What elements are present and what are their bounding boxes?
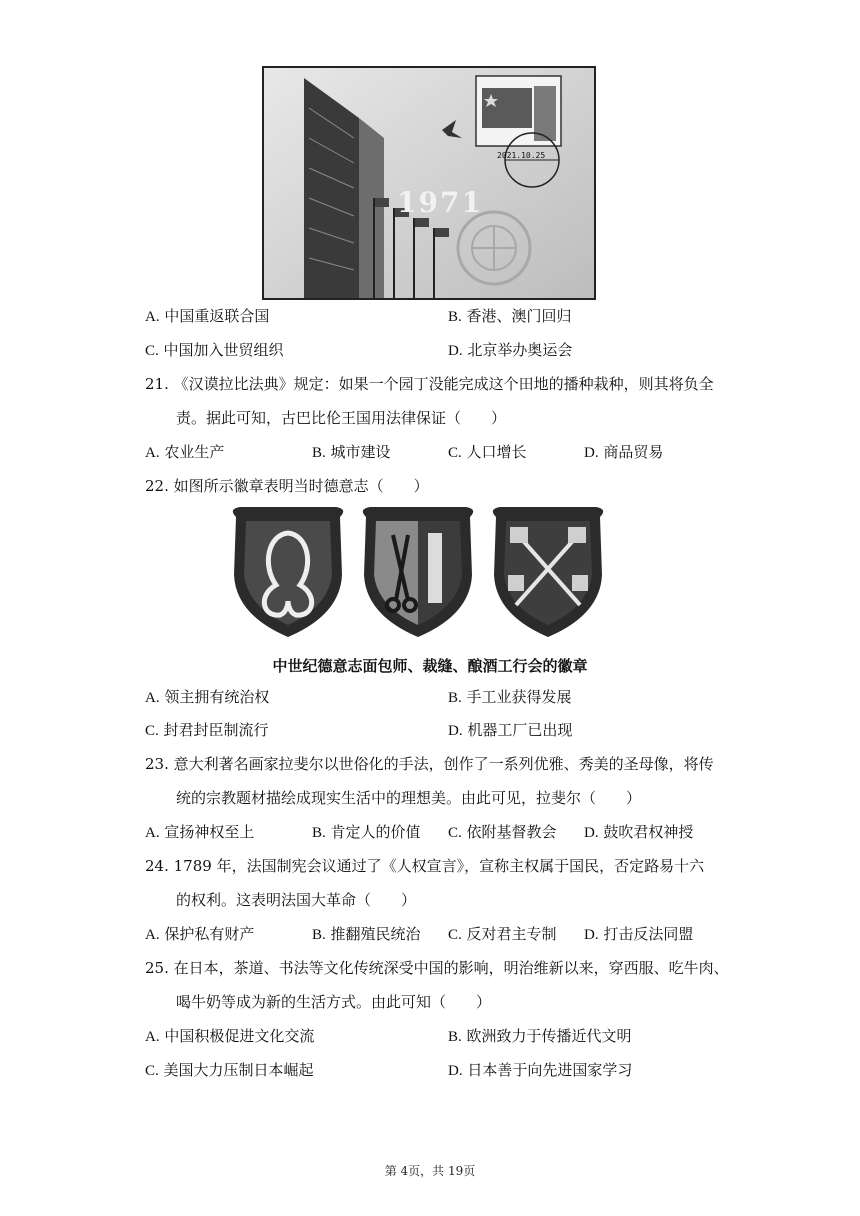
- q23-stem-line2: 统的宗教题材描绘成现实生活中的理想美。由此可见，拉斐尔（ ）: [176, 789, 642, 807]
- option-text: 美国大力压制日本崛起: [163, 1061, 314, 1079]
- option-text: 肯定人的价值: [330, 823, 421, 841]
- q25-option-c[interactable]: [145, 1060, 314, 1081]
- q25-option-d[interactable]: [448, 1060, 632, 1081]
- option-text: 封君封臣制流行: [163, 721, 269, 739]
- q23-option-a[interactable]: [145, 822, 254, 843]
- option-letter: D.: [448, 1063, 463, 1079]
- question-text: 意大利著名画家拉斐尔以世俗化的手法，创作了一系列优雅、秀美的圣母像，将传: [173, 755, 714, 773]
- question-text: 《汉谟拉比法典》规定：如果一个园丁没能完成这个田地的播种栽种，则其将负全: [173, 375, 714, 393]
- q24-option-b[interactable]: [312, 924, 421, 945]
- option-text: 北京举办奥运会: [467, 341, 573, 359]
- q24-option-a[interactable]: [145, 924, 254, 945]
- q20-option-c[interactable]: [145, 340, 284, 361]
- q23-option-c[interactable]: [448, 822, 557, 843]
- q25-option-a[interactable]: [145, 1026, 314, 1047]
- q20-option-a[interactable]: [145, 306, 269, 327]
- question-number: 23.: [145, 755, 169, 773]
- option-text: 欧洲致力于传播近代文明: [466, 1027, 632, 1045]
- page-footer: 第 4页，共 19页: [384, 1164, 476, 1178]
- q25-stem-line1: [145, 958, 729, 978]
- option-text: 商品贸易: [603, 443, 664, 461]
- q22-option-c[interactable]: [145, 720, 269, 741]
- option-text: 香港、澳门回归: [466, 307, 572, 325]
- option-letter: A.: [145, 927, 160, 943]
- option-letter: C.: [448, 825, 462, 841]
- option-text: 领主拥有统治权: [164, 688, 270, 706]
- q21-option-b[interactable]: [312, 442, 391, 463]
- q22-option-d[interactable]: [448, 720, 572, 741]
- option-text: 机器工厂已出现: [467, 721, 573, 739]
- question-number: 21.: [145, 375, 169, 393]
- q21-stem-line1: [145, 374, 714, 394]
- option-letter: D.: [584, 825, 599, 841]
- option-letter: D.: [584, 445, 599, 461]
- option-letter: A.: [145, 1029, 160, 1045]
- question-text: 1789 年，法国制宪会议通过了《人权宣言》，宣称主权属于国民，否定路易十六: [173, 857, 705, 875]
- brewer-guild-badge: [493, 507, 603, 637]
- option-letter: C.: [145, 343, 159, 359]
- option-letter: B.: [448, 690, 462, 706]
- q21-stem-line2: 责。据此可知，古巴比伦王国用法律保证（ ）: [176, 409, 507, 427]
- q23-stem-line1: [145, 754, 714, 774]
- figure-caption: 中世纪德意志面包师、裁缝、酿酒工行会的徽章: [272, 657, 588, 675]
- option-letter: A.: [145, 445, 160, 461]
- q20-option-d[interactable]: [448, 340, 572, 361]
- q24-option-d[interactable]: [584, 924, 693, 945]
- q24-stem-line1: [145, 856, 704, 876]
- option-letter: D.: [448, 723, 463, 739]
- option-letter: A.: [145, 825, 160, 841]
- option-text: 保护私有财产: [164, 925, 255, 943]
- option-letter: A.: [145, 309, 160, 325]
- option-text: 人口增长: [466, 443, 527, 461]
- option-text: 打击反法同盟: [603, 925, 694, 943]
- option-text: 反对君主专制: [466, 925, 557, 943]
- q23-option-b[interactable]: [312, 822, 421, 843]
- flag: [482, 88, 532, 128]
- option-text: 农业生产: [164, 443, 225, 461]
- option-letter: D.: [584, 927, 599, 943]
- q22-stem-line1: [145, 476, 429, 496]
- option-letter: B.: [312, 825, 326, 841]
- option-letter: C.: [448, 445, 462, 461]
- option-letter: D.: [448, 343, 463, 359]
- question-text: 在日本，茶道、书法等文化传统深受中国的影响，明治维新以来，穿西服、吃牛肉、: [173, 959, 729, 977]
- option-letter: B.: [448, 1029, 462, 1045]
- option-text: 宣扬神权至上: [164, 823, 255, 841]
- cloth-icon: [428, 533, 442, 603]
- q24-stem-line2: 的权利。这表明法国大革命（ ）: [176, 891, 417, 909]
- option-text: 城市建设: [330, 443, 391, 461]
- question-number: 25.: [145, 959, 169, 977]
- option-text: 依附基督教会: [466, 823, 557, 841]
- q25-stem-line2: 喝牛奶等成为新的生活方式。由此可知（ ）: [176, 993, 492, 1011]
- option-text: 推翻殖民统治: [330, 925, 421, 943]
- tailor-guild-badge: [363, 507, 473, 637]
- q25-option-b[interactable]: [448, 1026, 632, 1047]
- option-letter: C.: [145, 723, 159, 739]
- q20-option-b[interactable]: [448, 306, 572, 327]
- question-number: 22.: [145, 477, 169, 495]
- option-text: 手工业获得发展: [466, 688, 572, 706]
- q24-option-c[interactable]: [448, 924, 557, 945]
- q22-option-b[interactable]: [448, 687, 572, 708]
- q21-option-a[interactable]: [145, 442, 224, 463]
- postmark-date: 2021.10.25: [497, 151, 546, 160]
- option-letter: B.: [312, 927, 326, 943]
- q22-option-a[interactable]: [145, 687, 269, 708]
- baker-guild-badge: [233, 507, 343, 637]
- option-text: 中国积极促进文化交流: [164, 1027, 315, 1045]
- option-letter: C.: [145, 1063, 159, 1079]
- option-letter: B.: [312, 445, 326, 461]
- un-commemorative-cover-image: [262, 66, 596, 300]
- option-letter: C.: [448, 927, 462, 943]
- question-text: 如图所示徽章表明当时德意志（ ）: [173, 477, 429, 495]
- option-letter: A.: [145, 690, 160, 706]
- option-text: 中国加入世贸组织: [163, 341, 284, 359]
- option-text: 鼓吹君权神授: [603, 823, 694, 841]
- q21-option-c[interactable]: [448, 442, 527, 463]
- option-letter: B.: [448, 309, 462, 325]
- cover-illustration: [264, 68, 594, 298]
- question-number: 24.: [145, 857, 169, 875]
- q23-option-d[interactable]: [584, 822, 693, 843]
- option-text: 日本善于向先进国家学习: [467, 1061, 633, 1079]
- guild-badges-illustration: [228, 505, 628, 645]
- option-text: 中国重返联合国: [164, 307, 270, 325]
- q21-option-d[interactable]: [584, 442, 663, 463]
- figure-year: 1971: [397, 186, 483, 219]
